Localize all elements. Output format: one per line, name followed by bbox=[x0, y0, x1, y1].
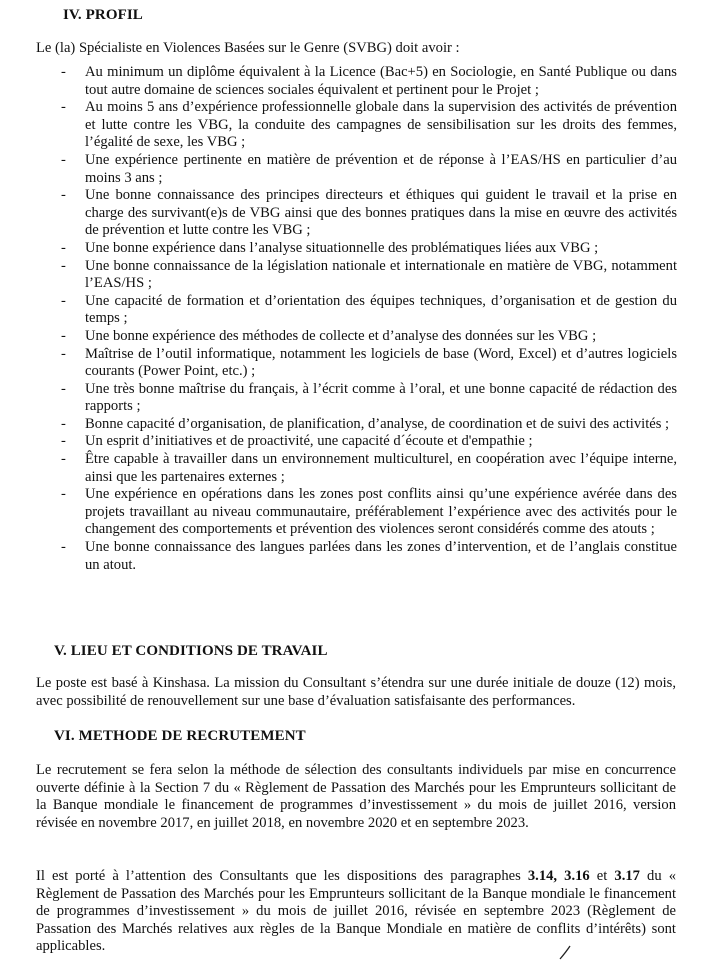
profil-requirement-item bbox=[0, 381, 677, 416]
profil-requirement-item bbox=[0, 64, 677, 99]
methode-paragraph-2-start: Il est porté à l’attention des Consultants que les dispositions des paragraphes bbox=[36, 868, 528, 884]
profil-requirement-text: Une très bonne maîtrise du français, à l’écrit comme à l’oral, et une bonne capacité de rédaction des rapports ; bbox=[85, 380, 677, 415]
methode-paragraph-1: Le recrutement se fera selon la méthode de sélection des consultants individuels par mise en concurrence ouverte définie à la Section 7 du « Règlement de Passation des Marchés pour les Emprunteurs sollicitant de la Banque mondiale le financement de programmes d’investissement » du mois de juillet 2016, version révisée en novembre 2017, en juillet 2018, en novembre 2020 et en septembre 2023. bbox=[36, 762, 676, 831]
profil-requirement-text: Être capable à travailler dans un environnement multiculturel, en coopération avec l’équipe interne, ainsi que les partenaires externes ; bbox=[85, 451, 677, 485]
bullet-dash: - bbox=[61, 433, 66, 450]
profil-requirement-item bbox=[0, 539, 677, 574]
profil-requirement-text: Au moins 5 ans d’expérience professionnelle globale dans la supervision des activités de prévention et lutte contre les VBG, la conduite des campagnes de sensibilisation sur les droits des femmes, l’égalité de sexe, les VBG ; bbox=[85, 99, 677, 151]
paragraph-ref-3-14: 3.14, bbox=[527, 868, 558, 884]
handwritten-initial-mark bbox=[556, 944, 580, 961]
bullet-dash: - bbox=[61, 151, 66, 168]
profil-requirement-item bbox=[0, 433, 677, 451]
profil-requirement-text: Un esprit d’initiatives et de proactivité, une capacité d´écoute et d'empathie ; bbox=[85, 433, 533, 450]
bullet-dash: - bbox=[61, 345, 66, 362]
bullet-dash: - bbox=[61, 380, 66, 397]
profil-intro: Le (la) Spécialiste en Violences Basées sur le Genre (SVBG) doit avoir : bbox=[36, 40, 460, 56]
bullet-dash: - bbox=[61, 486, 66, 503]
profil-requirement-item bbox=[0, 258, 677, 293]
profil-requirement-text: Une bonne connaissance de la législation nationale et internationale en matière de VBG, notamment l’EAS/HS ; bbox=[85, 257, 677, 292]
lieu-conditions-text: Le poste est basé à Kinshasa. La mission du Consultant s’étendra sur une durée initiale de douze (12) mois, avec possibilité de renouvellement sur une base d’évaluation satisfaisante des performances. bbox=[36, 675, 676, 709]
profil-requirement-item bbox=[0, 293, 677, 328]
bullet-dash: - bbox=[61, 415, 66, 432]
paragraph-ref-3-17: 3.17 bbox=[614, 868, 640, 884]
paragraph-ref-3-16: 3.16 bbox=[564, 868, 590, 884]
profil-requirement-item bbox=[0, 451, 677, 486]
profil-requirement-item bbox=[0, 152, 677, 187]
profil-requirement-text: Une bonne connaissance des principes directeurs et éthiques qui guident le travail et la prise en charge des survivant(e)s de VBG ainsi que des bonnes pratiques dans la mise en œuvre des activités de prévention et lutte contre les VBG ; bbox=[85, 187, 677, 239]
profil-requirement-item bbox=[0, 328, 677, 346]
profil-requirement-text: Une capacité de formation et d’orientation des équipes techniques, d’organisation et de gestion du temps ; bbox=[85, 292, 677, 327]
profil-requirements-list bbox=[0, 64, 711, 574]
profil-requirement-text: Au minimum un diplôme équivalent à la Licence (Bac+5) en Sociologie, en Santé Publique ou dans tout autre domaine de sciences sociales équivalent et pertinent pour le Projet ; bbox=[85, 64, 677, 98]
profil-requirement-text: Maîtrise de l’outil informatique, notamment les logiciels de base (Word, Excel) et d’autres logiciels courants (Power Point, etc.) ; bbox=[85, 345, 677, 380]
bullet-dash: - bbox=[61, 99, 66, 116]
bullet-dash: - bbox=[61, 292, 66, 309]
methode-paragraph-2-end: du « Règlement de Passation des Marchés pour les Emprunteurs sollicitant de la Banque mondiale le financement de programmes d’investissement » du mois de juillet 2016, révisée en septembre 2023 (Règlement de Passation des Marchés relatives aux règles de la Banque Mondiale en matière de conflits d’intérêts) sont applicables. bbox=[36, 868, 677, 955]
section-heading-methode: VI. METHODE DE RECRUTEMENT bbox=[54, 728, 306, 744]
bullet-dash: - bbox=[61, 327, 66, 344]
bullet-dash: - bbox=[61, 239, 66, 256]
bullet-dash: - bbox=[61, 257, 66, 274]
profil-requirement-item bbox=[0, 486, 677, 539]
bullet-dash: - bbox=[61, 539, 66, 556]
profil-requirement-item bbox=[0, 99, 677, 152]
bullet-dash: - bbox=[61, 64, 66, 80]
profil-requirement-item bbox=[0, 416, 677, 434]
profil-requirement-item bbox=[0, 187, 677, 240]
methode-paragraph-2-and: et bbox=[589, 868, 615, 884]
bullet-dash: - bbox=[61, 451, 66, 468]
profil-requirement-text: Une expérience pertinente en matière de prévention et de réponse à l’EAS/HS en particulier d’au moins 3 ans ; bbox=[85, 151, 677, 186]
profil-requirement-item bbox=[0, 346, 677, 381]
profil-requirement-item bbox=[0, 240, 677, 258]
section-heading-profil: IV. PROFIL bbox=[63, 7, 143, 23]
profil-requirement-text: Une bonne connaissance des langues parlées dans les zones d’intervention, et de l’anglais constitue un atout. bbox=[85, 539, 677, 573]
profil-requirement-text: Bonne capacité d’organisation, de planification, d’analyse, de coordination et de suivi des activités ; bbox=[85, 415, 670, 432]
methode-paragraph-2 bbox=[36, 868, 676, 956]
profil-requirement-text: Une bonne expérience des méthodes de collecte et d’analyse des données sur les VBG ; bbox=[85, 327, 597, 344]
profil-requirement-text: Une expérience en opérations dans les zones post conflits ainsi qu’une expérience avérée dans des projets travaillant au niveau communautaire, préférablement l’expérience avec des activités pour le changement des comportements et prévention des violences seront considérés comme des atouts ; bbox=[85, 486, 677, 538]
profil-requirement-text: Une bonne expérience dans l’analyse situationnelle des problématiques liées aux VBG ; bbox=[85, 239, 599, 256]
section-heading-lieu: V. LIEU ET CONDITIONS DE TRAVAIL bbox=[54, 643, 328, 659]
bullet-dash: - bbox=[61, 187, 66, 204]
